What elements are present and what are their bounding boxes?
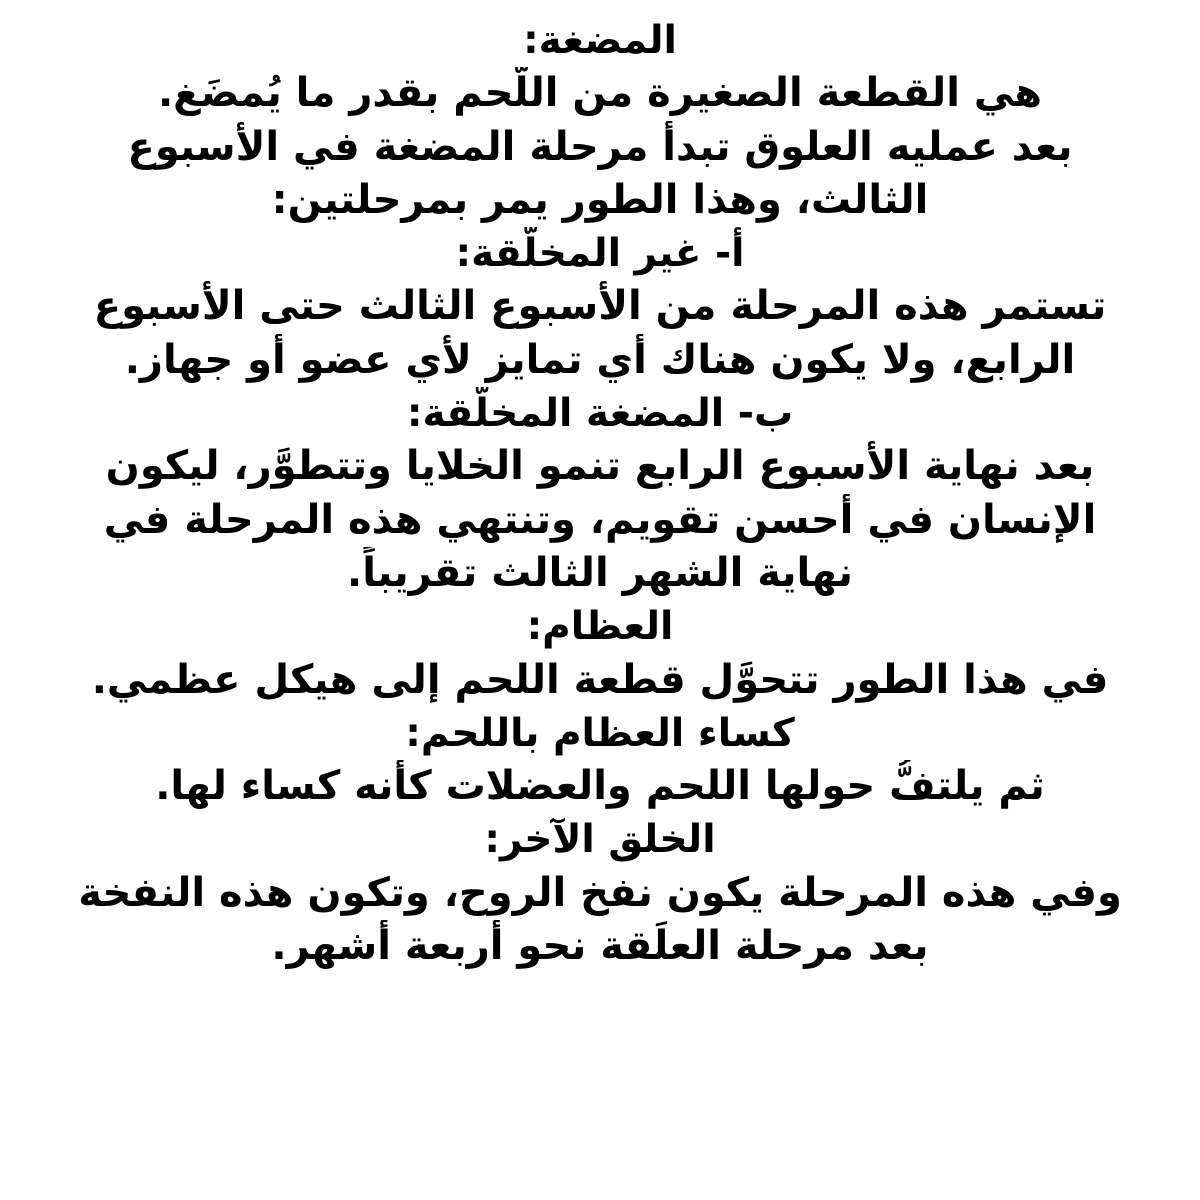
heading-al-khalq-al-akhar: الخلق الآخر:	[484, 817, 716, 863]
heading-kisa-al-izam: كساء العظام باللحم:	[405, 710, 795, 756]
heading-ghayr-mukhallaqa: أ- غير المخلَّقة:	[455, 231, 745, 277]
text-line: تستمر هذه المرحلة من الأسبوع الثالث حتى الأسبوع	[93, 283, 1107, 330]
text-line: نهاية الشهر الثالث تقريباً.	[347, 549, 853, 596]
text-line: بعد مرحلة العلَقة نحو أربعة أشهر.	[271, 923, 929, 970]
text-line: الإنسان في أحسن تقويم، وتنتهي هذه المرحلة في	[103, 496, 1097, 543]
text-line: الثالث، وهذا الطور يمر بمرحلتين:	[271, 176, 929, 223]
text-line: الرابع، ولا يكون هناك أي تمايز لأي عضو أو جهاز.	[124, 336, 1076, 383]
text-line: ثم يلتفُّ حولها اللحم والعضلات كأنه كساء لها.	[155, 763, 1045, 810]
text-line: بعد نهاية الأسبوع الرابع تنمو الخلايا وتتطوَّر، ليكون	[105, 443, 1095, 490]
text-line: هي القطعة الصغيرة من اللَّحم بقدر ما يُمضَغ.	[157, 70, 1043, 117]
heading-mukhallaqa: ب- المضغة المخلَّقة:	[406, 391, 794, 437]
heading-izam: العظام:	[526, 604, 674, 650]
text-line: في هذا الطور تتحوَّل قطعة اللحم إلى هيكل عظمي.	[91, 656, 1109, 703]
text-line: وفي هذه المرحلة يكون نفخ الروح، وتكون هذه النفخة	[78, 869, 1122, 916]
text-line: بعد عمليه العلوق تبدأ مرحلة المضغة في الأسبوع	[127, 123, 1073, 170]
heading-mudgha: المضغة:	[523, 18, 677, 63]
